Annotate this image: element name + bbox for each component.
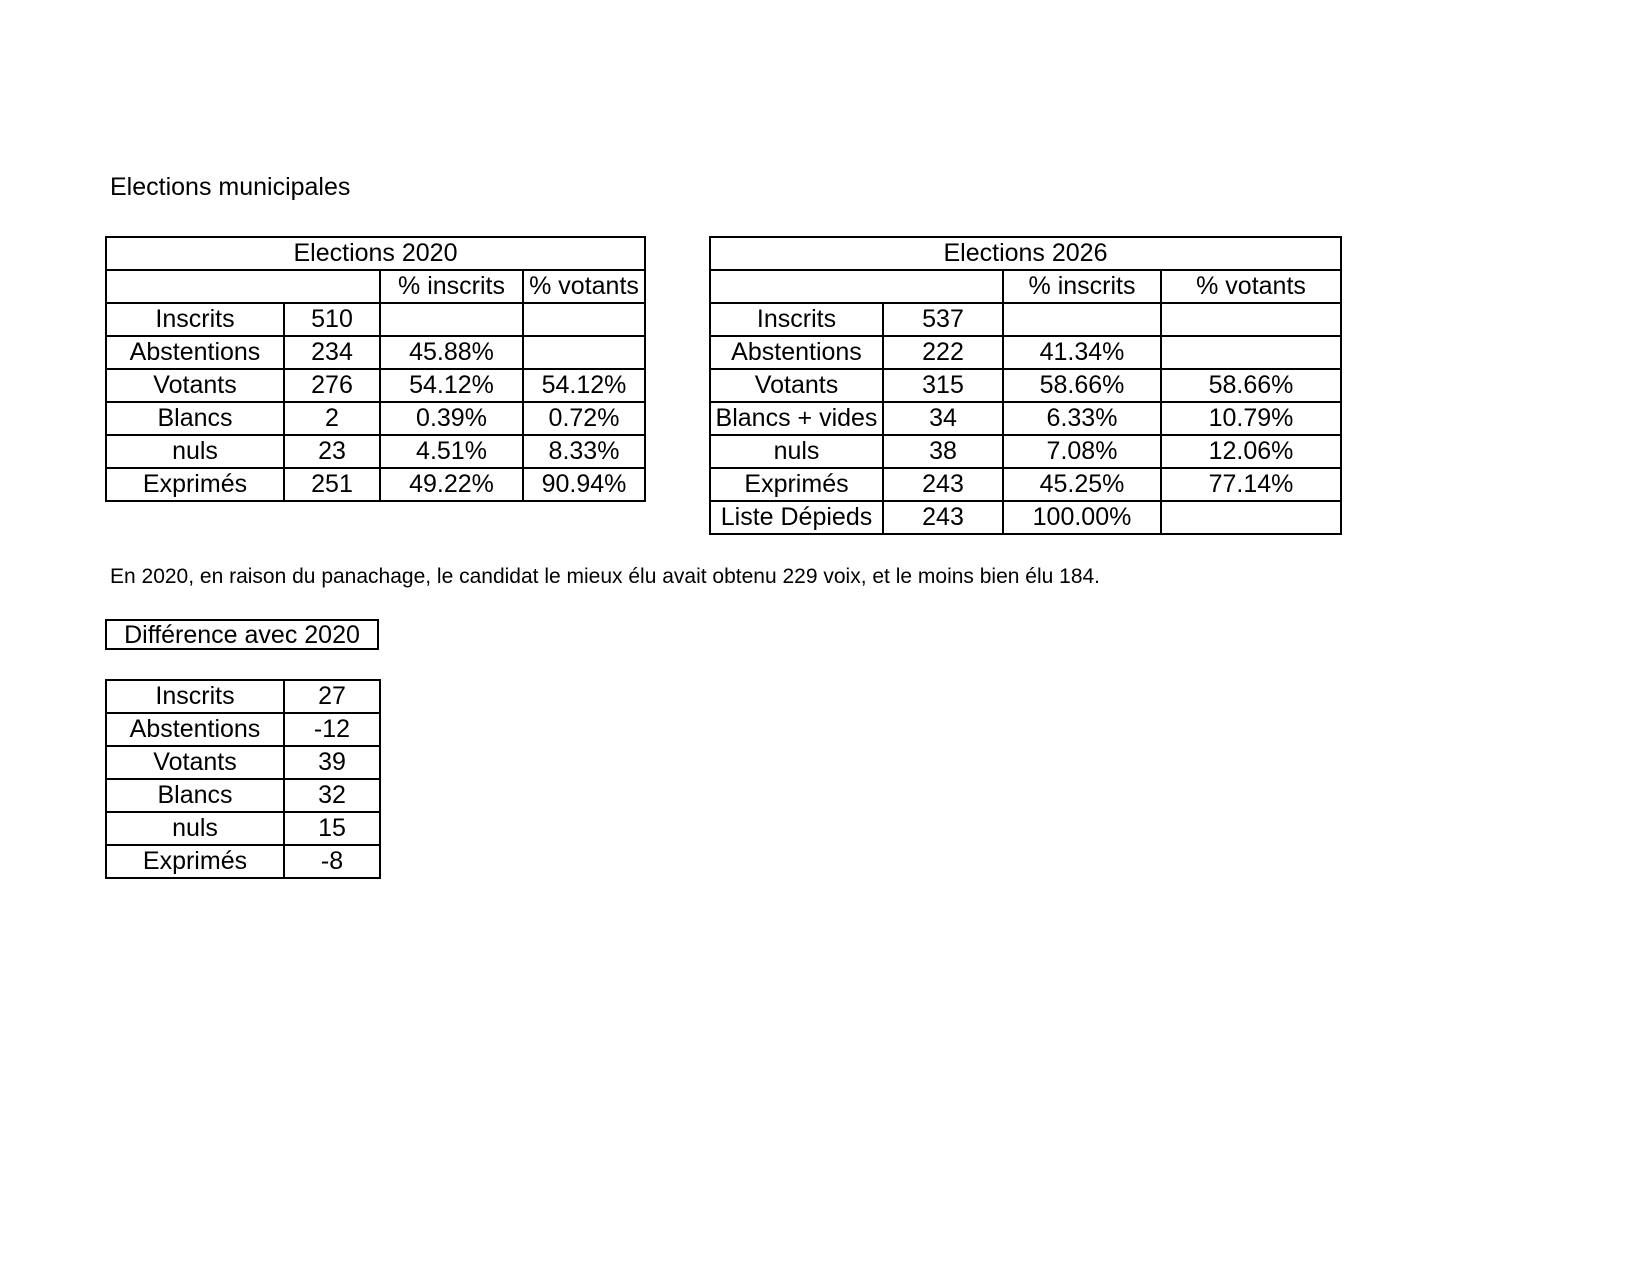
panachage-note: En 2020, en raison du panachage, le candidat le mieux élu avait obtenu 229 voix, et le moins bien élu 184. bbox=[110, 565, 1101, 588]
row-value: -12 bbox=[284, 713, 380, 746]
table-row bbox=[710, 336, 1341, 369]
row-count: 537 bbox=[883, 303, 1003, 336]
row-label: Blancs bbox=[106, 779, 284, 812]
row-pct-inscrits: 58.66% bbox=[1003, 369, 1161, 402]
row-pct-inscrits: 100.00% bbox=[1003, 501, 1161, 534]
row-value: 39 bbox=[284, 746, 380, 779]
row-pct-votants bbox=[1161, 303, 1341, 336]
row-pct-inscrits: 54.12% bbox=[380, 369, 523, 402]
row-pct-votants: 8.33% bbox=[523, 435, 645, 468]
col-header-pct-votants: % votants bbox=[1161, 270, 1341, 303]
table-row bbox=[710, 402, 1341, 435]
row-label: Inscrits bbox=[106, 303, 284, 336]
row-label: Abstentions bbox=[106, 713, 284, 746]
table-row bbox=[106, 369, 645, 402]
row-value: 32 bbox=[284, 779, 380, 812]
row-pct-votants: 12.06% bbox=[1161, 435, 1341, 468]
row-count: 251 bbox=[284, 468, 380, 501]
row-pct-inscrits: 45.88% bbox=[380, 336, 523, 369]
row-pct-votants bbox=[523, 303, 645, 336]
row-count: 38 bbox=[883, 435, 1003, 468]
row-pct-votants: 10.79% bbox=[1161, 402, 1341, 435]
row-pct-votants bbox=[1161, 336, 1341, 369]
table-row bbox=[106, 468, 645, 501]
col-header-pct-inscrits: % inscrits bbox=[380, 270, 523, 303]
table-row bbox=[106, 779, 380, 812]
row-count: 510 bbox=[284, 303, 380, 336]
row-label: Blancs bbox=[106, 402, 284, 435]
table-row bbox=[710, 468, 1341, 501]
row-pct-inscrits: 7.08% bbox=[1003, 435, 1161, 468]
table-row bbox=[106, 435, 645, 468]
row-label: nuls bbox=[106, 812, 284, 845]
row-count: 315 bbox=[883, 369, 1003, 402]
row-label: Blancs + vides bbox=[710, 402, 883, 435]
row-count: 222 bbox=[883, 336, 1003, 369]
row-value: 15 bbox=[284, 812, 380, 845]
row-pct-votants: 77.14% bbox=[1161, 468, 1341, 501]
header-spacer bbox=[710, 270, 1003, 303]
row-label: Exprimés bbox=[710, 468, 883, 501]
row-pct-inscrits: 41.34% bbox=[1003, 336, 1161, 369]
table-row bbox=[106, 845, 380, 878]
row-label: nuls bbox=[106, 435, 284, 468]
table-row bbox=[106, 303, 645, 336]
elections-2026-table bbox=[709, 236, 1342, 535]
row-label: Inscrits bbox=[106, 680, 284, 713]
row-pct-votants bbox=[1161, 501, 1341, 534]
row-label: Votants bbox=[106, 369, 284, 402]
col-header-pct-votants: % votants bbox=[523, 270, 645, 303]
row-label: Abstentions bbox=[106, 336, 284, 369]
table-row bbox=[710, 303, 1341, 336]
row-count: 243 bbox=[883, 501, 1003, 534]
row-label: Votants bbox=[710, 369, 883, 402]
row-label: Exprimés bbox=[106, 845, 284, 878]
row-pct-votants: 0.72% bbox=[523, 402, 645, 435]
row-pct-inscrits: 49.22% bbox=[380, 468, 523, 501]
table-row bbox=[106, 713, 380, 746]
row-value: -8 bbox=[284, 845, 380, 878]
row-count: 276 bbox=[284, 369, 380, 402]
elections-2020-table bbox=[105, 236, 646, 502]
row-pct-inscrits: 6.33% bbox=[1003, 402, 1161, 435]
row-count: 2 bbox=[284, 402, 380, 435]
row-pct-inscrits bbox=[380, 303, 523, 336]
header-spacer bbox=[106, 270, 380, 303]
page-title: Elections municipales bbox=[110, 173, 351, 201]
row-pct-votants: 90.94% bbox=[523, 468, 645, 501]
row-value: 27 bbox=[284, 680, 380, 713]
row-pct-inscrits: 4.51% bbox=[380, 435, 523, 468]
row-pct-votants bbox=[523, 336, 645, 369]
table-row bbox=[710, 501, 1341, 534]
row-count: 34 bbox=[883, 402, 1003, 435]
row-pct-votants: 58.66% bbox=[1161, 369, 1341, 402]
difference-table bbox=[105, 679, 381, 879]
row-count: 23 bbox=[284, 435, 380, 468]
table-row bbox=[710, 435, 1341, 468]
elections-2020-title: Elections 2020 bbox=[106, 237, 645, 270]
row-label: Inscrits bbox=[710, 303, 883, 336]
row-label: Exprimés bbox=[106, 468, 284, 501]
table-row bbox=[106, 336, 645, 369]
row-pct-inscrits: 45.25% bbox=[1003, 468, 1161, 501]
table-row bbox=[106, 680, 380, 713]
row-pct-inscrits: 0.39% bbox=[380, 402, 523, 435]
elections-2026-title: Elections 2026 bbox=[710, 237, 1341, 270]
col-header-pct-inscrits: % inscrits bbox=[1003, 270, 1161, 303]
row-count: 234 bbox=[284, 336, 380, 369]
row-label: nuls bbox=[710, 435, 883, 468]
row-count: 243 bbox=[883, 468, 1003, 501]
difference-title: Différence avec 2020 bbox=[105, 619, 379, 650]
row-pct-inscrits bbox=[1003, 303, 1161, 336]
table-row bbox=[106, 746, 380, 779]
row-label: Votants bbox=[106, 746, 284, 779]
row-label: Liste Dépieds bbox=[710, 501, 883, 534]
row-label: Abstentions bbox=[710, 336, 883, 369]
table-row bbox=[710, 369, 1341, 402]
row-pct-votants: 54.12% bbox=[523, 369, 645, 402]
table-row bbox=[106, 812, 380, 845]
table-row bbox=[106, 402, 645, 435]
